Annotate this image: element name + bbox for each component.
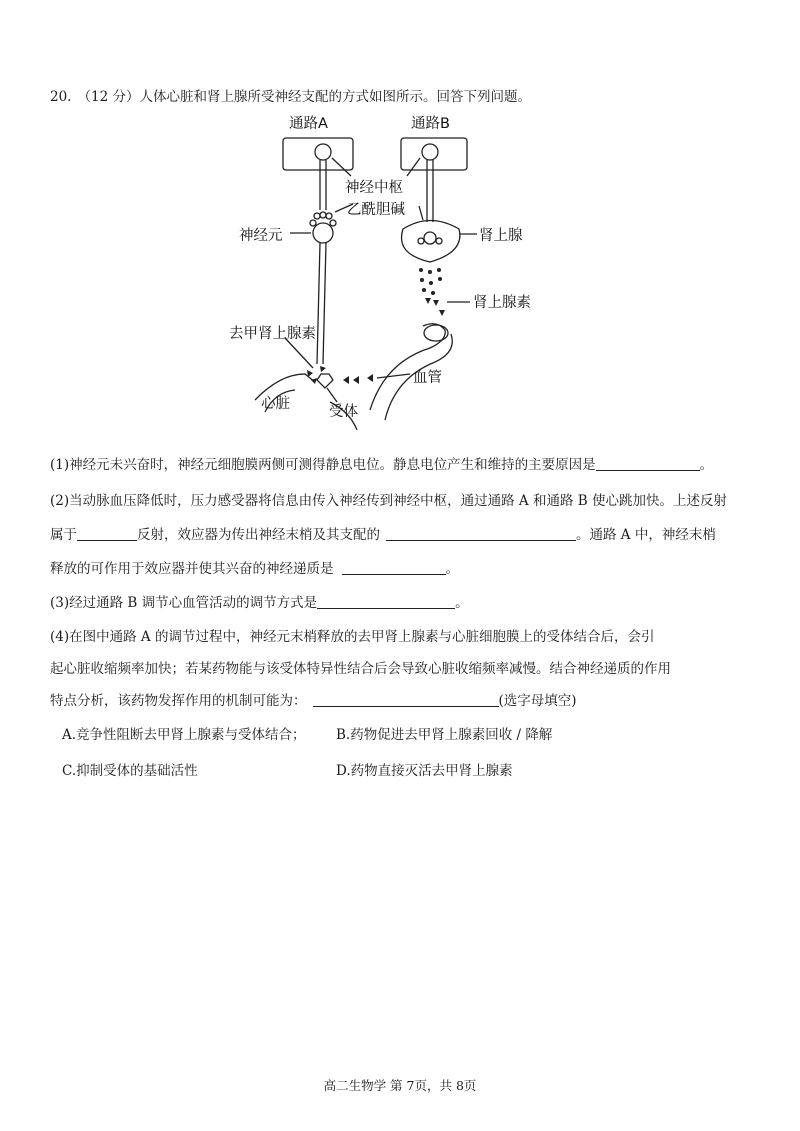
- answer-blank-2a[interactable]: [77, 526, 137, 541]
- part-2-line-2: 属于 反射，效应器为传出神经末梢及其支配的 。通路 A 中，神经末梢: [50, 527, 716, 543]
- question-stem: 人体心脏和肾上腺所受神经支配的方式如图所示。回答下列问题。: [139, 89, 531, 105]
- path-b-center-neuron: [422, 144, 438, 160]
- nerve-pathway-diagram: [225, 112, 555, 430]
- label-nerve-center: 神经中枢: [345, 180, 403, 196]
- answer-blank-2b[interactable]: [386, 526, 576, 541]
- path-a-center-box: [283, 138, 353, 170]
- part-1: (1)神经元未兴奋时，神经元细胞膜两侧可测得静息电位。静息电位产生和维持的主要原因是 。: [50, 457, 714, 473]
- part-3: (3)经过通路 B 调节心血管活动的调节方式是 。: [50, 595, 469, 611]
- label-norepinephrine: 去甲肾上腺素: [229, 326, 316, 342]
- path-a-neuron: [313, 223, 333, 243]
- label-path-a: 通路A: [289, 116, 328, 132]
- question-header: [50, 88, 531, 106]
- part-2-line-1: (2)当动脉血压降低时，压力感受器将信息由传入神经传到神经中枢，通过通路 A 和通路 B 使心跳加快。上述反射: [50, 493, 727, 509]
- option-c: C.抑制受体的基础活性: [62, 763, 198, 779]
- page-footer: 高二生物学 第 7页，共 8页: [323, 1078, 477, 1093]
- option-b: B.药物促进去甲肾上腺素回收 / 降解: [336, 727, 553, 743]
- part-4-line-1: (4)在图中通路 A 的调节过程中，神经元末梢释放的去甲肾上腺素与心脏细胞膜上的受体结合后，会引: [50, 629, 655, 645]
- question-points: （12 分）: [77, 89, 140, 105]
- part-4-line-2: 起心脏收缩频率加快；若某药物能与该受体特异性结合后会导致心脏收缩频率减慢。结合神经递质的作用: [50, 661, 671, 677]
- option-d: D.药物直接灭活去甲肾上腺素: [336, 763, 513, 779]
- label-blood-vessel: 血管: [413, 370, 442, 386]
- path-a-center-neuron: [315, 144, 331, 160]
- label-adrenal-gland: 肾上腺: [479, 228, 523, 244]
- answer-blank-4[interactable]: [313, 692, 499, 707]
- label-neuron: 神经元: [239, 228, 283, 244]
- label-heart: 心脏: [261, 396, 290, 412]
- label-epinephrine: 肾上腺素: [473, 295, 531, 311]
- adrenal-gland: [402, 221, 460, 263]
- question-number: 20.: [50, 89, 72, 105]
- receptor: [317, 374, 333, 388]
- blood-vessel: [370, 324, 445, 410]
- label-acetylcholine: 乙酰胆碱: [347, 202, 405, 218]
- label-receptor: 受体: [329, 404, 358, 420]
- path-b-center-box: [401, 138, 467, 170]
- answer-blank-1[interactable]: [596, 456, 700, 471]
- option-a: A.竞争性阻断去甲肾上腺素与受体结合；: [62, 727, 306, 743]
- part-4-line-3: 特点分析，该药物发挥作用的机制可能为： (选字母填空): [50, 693, 577, 709]
- answer-blank-2c[interactable]: [342, 560, 446, 575]
- answer-blank-3[interactable]: [317, 594, 455, 609]
- label-path-b: 通路B: [411, 116, 450, 132]
- part-2-line-3: 释放的可作用于效应器并使其兴奋的神经递质是 。: [50, 561, 459, 577]
